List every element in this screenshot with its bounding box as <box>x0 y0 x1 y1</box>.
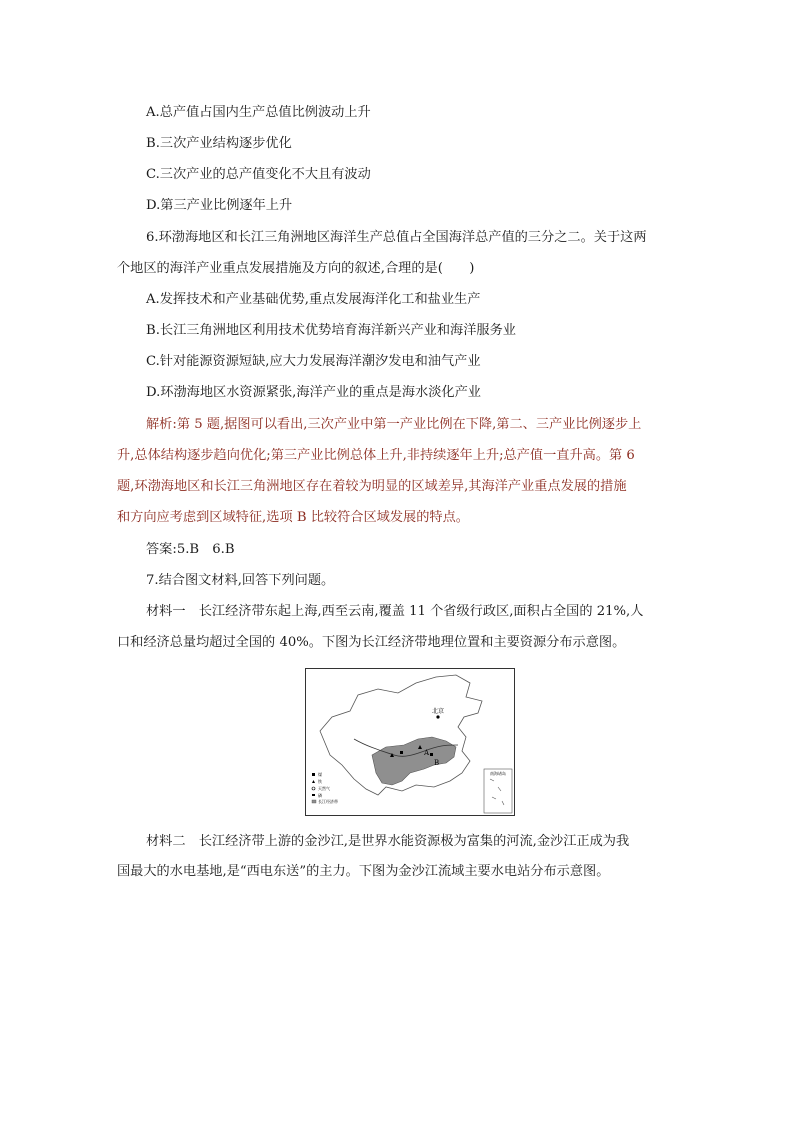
legend-iron-icon <box>312 780 315 783</box>
q7-stem: 7.结合图文材料,回答下列问题。 <box>146 573 335 588</box>
legend-gas-label: 天然气 <box>318 786 330 791</box>
coal-icon <box>400 751 403 754</box>
q5-option-d: D.第三产业比例逐年上升 <box>146 198 293 213</box>
q5-option-c: C.三次产业的总产值变化不大且有波动 <box>146 167 371 182</box>
q6-option-d: D.环渤海地区水资源紧张,海洋产业的重点是海水淡化产业 <box>146 385 481 400</box>
legend-coal-icon <box>312 773 315 776</box>
q6-option-a: A.发挥技术和产业基础优势,重点发展海洋化工和盐业生产 <box>146 292 481 307</box>
analysis-line4: 和方向应考虑到区域特征,选项 B 比较符合区域发展的特点。 <box>117 510 469 525</box>
material1-line1: 材料一 长江经济带东起上海,西至云南,覆盖 11 个省级行政区,面积占全国的 21%,人 <box>146 604 644 619</box>
analysis-line1: 解析:第 5 题,据图可以看出,三次产业中第一产业比例在下降,第二、三产业比例逐步上 <box>146 417 642 432</box>
answer-line: 答案:5.B 6.B <box>146 542 235 557</box>
resource-marker-a: A <box>424 749 430 757</box>
capital-marker <box>436 715 439 718</box>
q5-option-b: B.三次产业结构逐步优化 <box>146 136 292 151</box>
legend-coal-label: 煤 <box>318 772 322 777</box>
yangtze-economic-belt-map <box>305 668 515 816</box>
q6-option-c: C.针对能源资源短缺,应大力发展海洋潮汐发电和油气产业 <box>146 354 481 369</box>
analysis-line3: 题,环渤海地区和长江三角洲地区存在着较为明显的区域差异,其海洋产业重点发展的措施 <box>117 479 627 494</box>
q6-stem-line1: 6.环渤海地区和长江三角洲地区海洋生产总值占全国海洋总产值的三分之二。关于这两 <box>146 230 647 245</box>
legend-region-icon <box>312 800 316 803</box>
legend-phosphorus-icon <box>312 794 315 796</box>
q6-stem-line2: 个地区的海洋产业重点发展措施及方向的叙述,合理的是( ) <box>117 261 475 276</box>
coal-icon <box>430 753 433 756</box>
resource-marker-b: B <box>434 759 440 767</box>
south-sea-label: 南海诸岛 <box>490 771 506 776</box>
legend-iron-label: 铁 <box>318 779 322 784</box>
legend-gas-icon <box>312 787 315 790</box>
capital-label: 北京 <box>432 708 445 715</box>
q5-option-a: A.总产值占国内生产总值比例波动上升 <box>146 105 371 120</box>
legend-phosphorus-label: 磷 <box>318 793 322 798</box>
material2-line2: 国最大的水电基地,是“西电东送”的主力。下图为金沙江流域主要水电站分布示意图。 <box>117 864 610 879</box>
analysis-line2: 升,总体结构逐步趋向优化;第三产业比例总体上升,非持续逐年上升;总产值一直升高。第 6 <box>117 448 635 463</box>
legend-region-label: 长江经济带 <box>318 799 338 804</box>
q6-option-b: B.长江三角洲地区利用技术优势培育海洋新兴产业和海洋服务业 <box>146 323 516 338</box>
material2-line1: 材料二 长江经济带上游的金沙江,是世界水能资源极为富集的河流,金沙江正成为我 <box>146 834 630 849</box>
material1-line2: 口和经济总量均超过全国的 40%。下图为长江经济带地理位置和主要资源分布示意图。 <box>117 635 626 650</box>
